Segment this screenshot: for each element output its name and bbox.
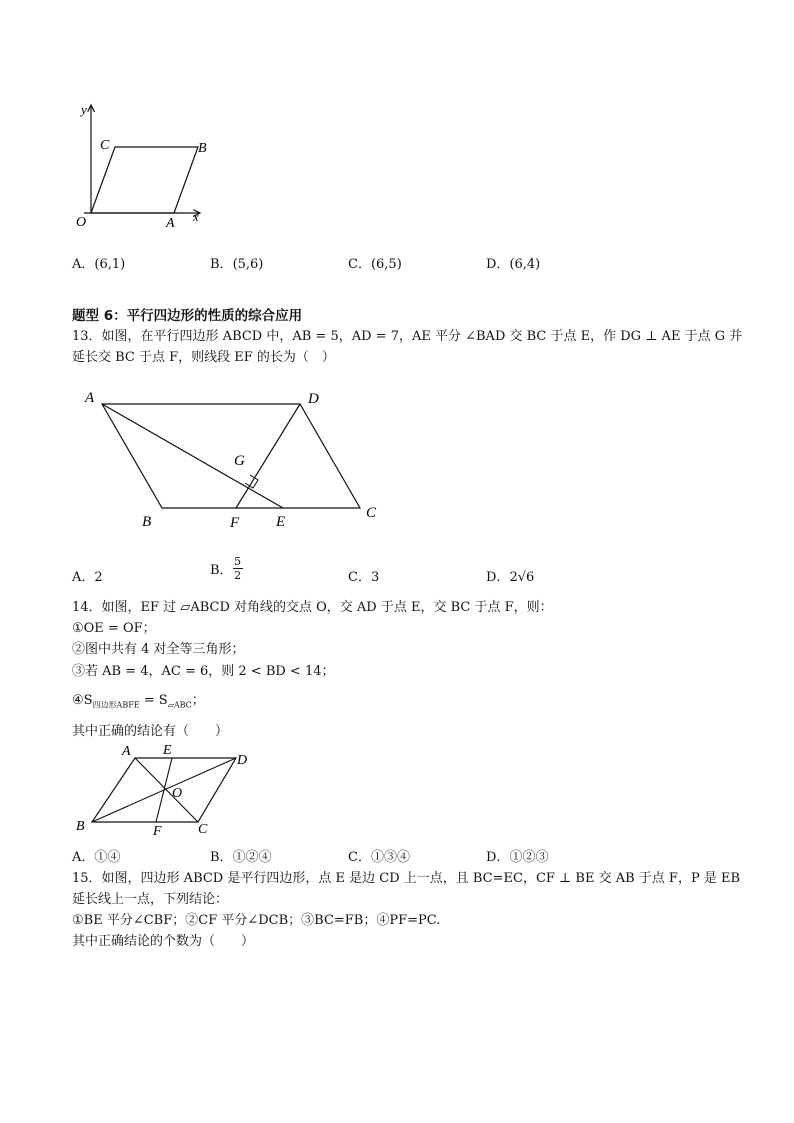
q12-option-b: B．(5,6) [210,257,264,272]
label-d: D [308,391,319,407]
label-o: O [172,786,183,801]
parallelogram-oabc [91,147,198,213]
label-y: y [81,102,87,117]
fraction-5-2: $\frac{5}{2}$ [234,555,242,582]
q14-stem-line1: 14．如图，EF 过 ▱ABCD 对角线的交点 O，交 AD 于点 E，交 BC 于点 F，则： [72,600,553,615]
label-e: E [163,743,172,758]
label-f: F [230,515,240,531]
label-d: D [237,753,248,768]
q13-option-d: D．2√6 [486,570,535,585]
q14-statement-4: $④S_{四边形ABFE} = S_{▱ABC}$； [72,693,205,710]
q14-statement-1: ①OE = OF； [72,621,156,636]
label-a: A [85,390,95,406]
q13-option-b: B． $\frac{5}{2}$ [210,555,242,582]
label-c: C [198,822,208,837]
q14-figure [72,740,262,840]
label-f: F [153,824,162,839]
label-a: A [166,216,175,231]
q13-stem-line1: 13．如图，在平行四边形 ABCD 中，AB = 5，AD = 7，AE 平分 ∠BAD 交 BC 于点 E，作 DG ⊥ AE 于点 G 并 [72,329,743,344]
label-b: B [198,141,207,156]
segment-df [236,404,300,508]
label-c: C [366,505,377,521]
q14-option-a: A．①④ [72,850,121,865]
diagonal-ac [135,758,198,822]
q15-question: 其中正确结论的个数为（ ） [72,934,255,949]
q13-figure [80,385,390,535]
q12-option-d: D．(6,4) [486,257,541,272]
q15-statements: ①BE 平分∠CBF；②CF 平分∠DCB；③BC=FB；④PF=PC. [72,913,441,928]
q13-option-c: C．3 [348,570,380,585]
q15-stem-line2: 延长线上一点，下列结论： [72,892,229,907]
q14-statement-2: ②图中共有 4 对全等三角形； [72,642,245,657]
q13-stem-line2: 延长交 BC 于点 F，则线段 EF 的长为（ ） [72,350,335,365]
q14-question: 其中正确的结论有（ ） [72,724,229,739]
q12-figure [70,100,220,235]
label-a: A [122,744,131,759]
q14-option-c: C．①③④ [348,850,410,865]
q14-option-b: B．①②④ [210,850,272,865]
parallelogram-abcd [102,404,360,508]
segment-ae [102,404,283,508]
q15-stem-line1: 15．如图，四边形 ABCD 是平行四边形，点 E 是边 CD 上一点，且 BC=EC，CF ⊥ BE 交 AB 于点 F，P 是 EB [72,871,740,886]
label-c: C [100,138,110,153]
q14-option-d: D．①②③ [486,850,549,865]
label-x: x [193,209,199,224]
q14-statement-3: ③若 AB = 4，AC = 6，则 2 < BD < 14； [72,664,335,679]
q12-option-c: C．(6,5) [348,257,402,272]
label-g: G [234,453,245,469]
segment-ef [156,758,172,822]
q13-option-a: A．2 [72,570,103,585]
label-b: B [142,514,152,530]
label-b: B [76,819,85,834]
q12-option-a: A．(6,1) [72,257,126,272]
right-angle-mark [245,475,258,488]
label-o: O [76,215,87,230]
section-6-heading: 题型 6：平行四边形的性质的综合应用 [72,308,303,324]
label-e: E [276,514,286,530]
